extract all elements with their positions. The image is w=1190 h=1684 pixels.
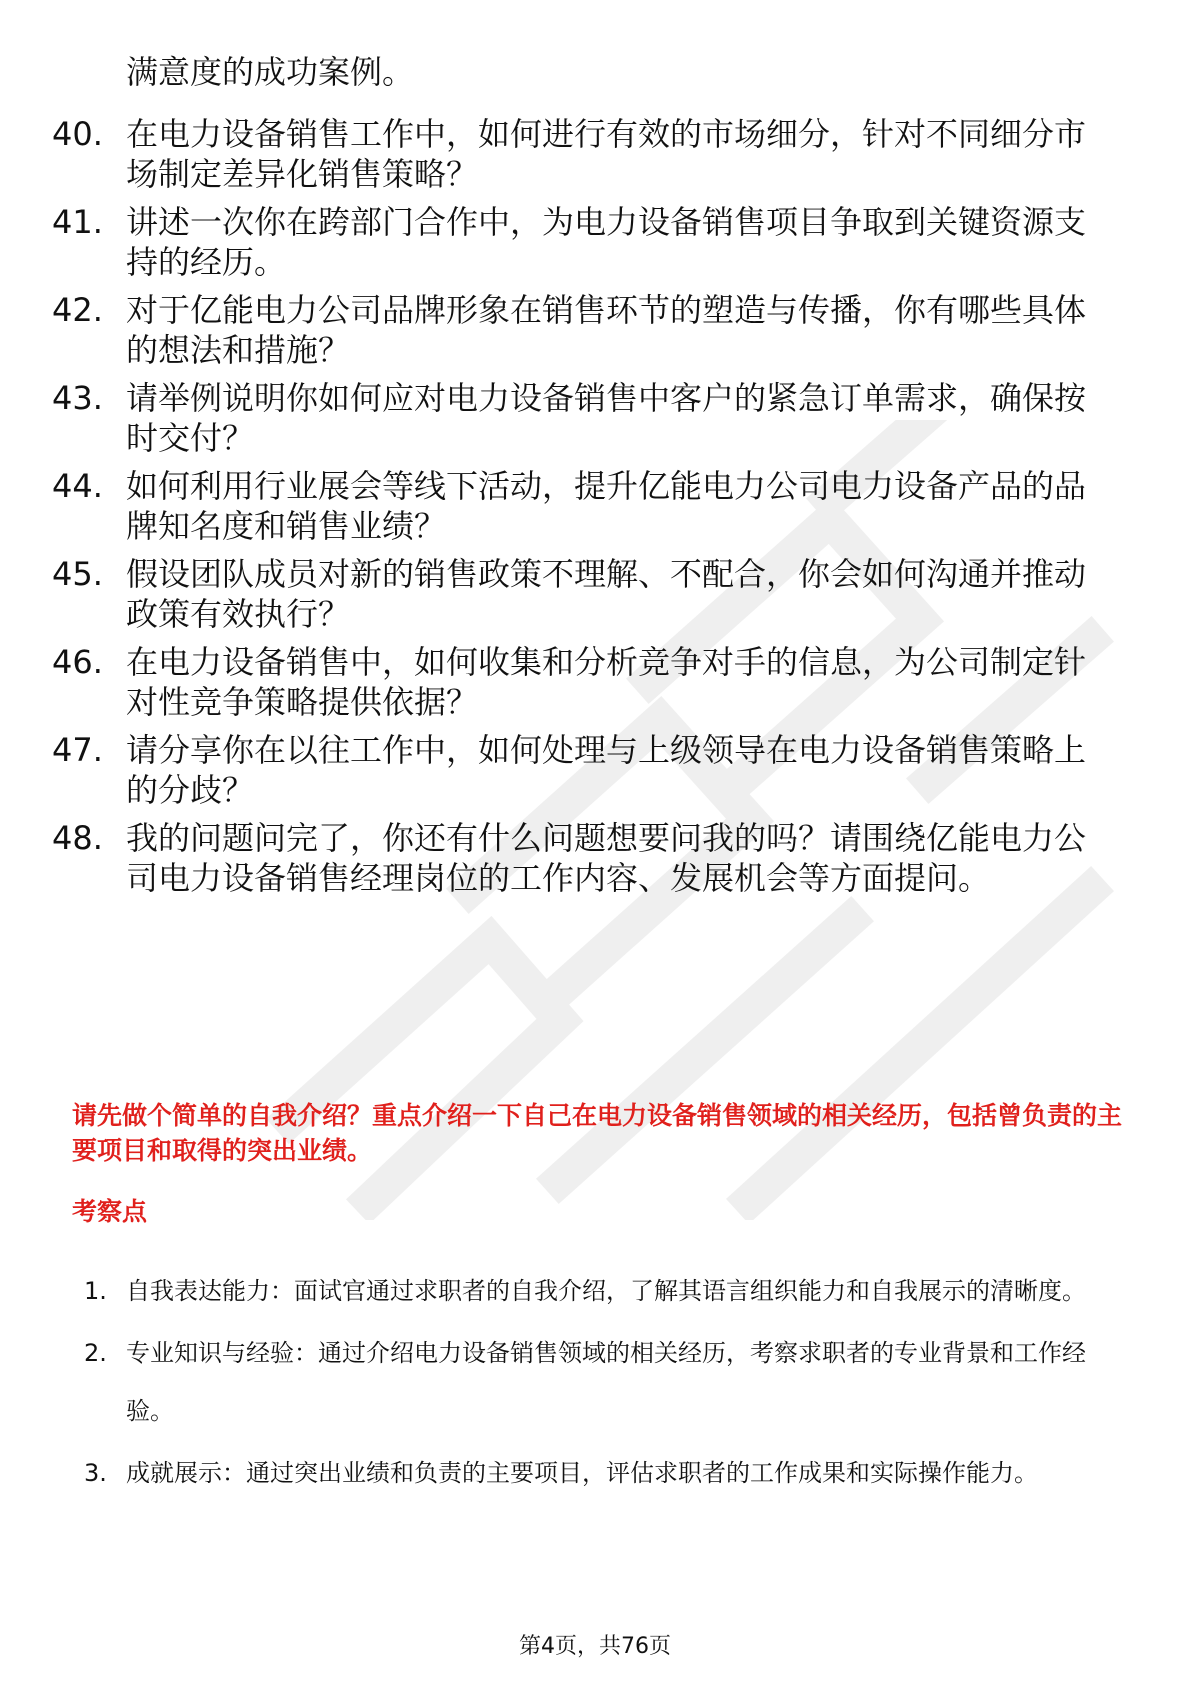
item-number: 1. xyxy=(84,1277,107,1305)
item-text: 如何利用行业展会等线下活动，提升亿能电力公司电力设备产品的品牌知名度和销售业绩？ xyxy=(126,467,1087,545)
section-title: 考察点 xyxy=(72,1197,148,1226)
list-item xyxy=(52,466,1112,546)
list-item xyxy=(84,1262,1124,1320)
item-text: 请分享你在以往工作中，如何处理与上级领导在电力设备销售策略上的分歧？ xyxy=(126,731,1087,809)
item-number: 47. xyxy=(52,731,103,769)
item-text: 请举例说明你如何应对电力设备销售中客户的紧急订单需求，确保按时交付？ xyxy=(126,379,1087,457)
list-item xyxy=(84,1324,1124,1440)
assessment-points-list xyxy=(84,1262,1124,1506)
list-item xyxy=(52,554,1112,634)
question-list xyxy=(52,114,1112,906)
item-number: 43. xyxy=(52,379,103,417)
item-number: 44. xyxy=(52,467,103,505)
item-text: 假设团队成员对新的销售政策不理解、不配合，你会如何沟通并推动政策有效执行？ xyxy=(126,555,1087,633)
list-item xyxy=(84,1444,1124,1502)
highlighted-question: 请先做个简单的自我介绍？重点介绍一下自己在电力设备销售领域的相关经历，包括曾负责的主要项目和取得的突出业绩。 xyxy=(72,1101,1123,1165)
item-text: 专业知识与经验：通过介绍电力设备销售领域的相关经历，考察求职者的专业背景和工作经验。 xyxy=(126,1339,1086,1425)
item-text: 讲述一次你在跨部门合作中，为电力设备销售项目争取到关键资源支持的经历。 xyxy=(126,203,1087,281)
item-number: 45. xyxy=(52,555,103,593)
item-text: 在电力设备销售工作中，如何进行有效的市场细分，针对不同细分市场制定差异化销售策略？ xyxy=(126,115,1087,193)
item-text: 成就展示：通过突出业绩和负责的主要项目，评估求职者的工作成果和实际操作能力。 xyxy=(126,1459,1038,1487)
carry-over-text: 满意度的成功案例。 xyxy=(126,53,415,91)
list-item xyxy=(52,642,1112,722)
item-number: 41. xyxy=(52,203,103,241)
item-number: 48. xyxy=(52,819,103,857)
item-number: 3. xyxy=(84,1459,107,1487)
item-number: 40. xyxy=(52,115,103,153)
list-item xyxy=(52,730,1112,810)
item-text: 自我表达能力：面试官通过求职者的自我介绍，了解其语言组织能力和自我展示的清晰度。 xyxy=(126,1277,1086,1305)
list-item xyxy=(52,378,1112,458)
item-number: 42. xyxy=(52,291,103,329)
item-text: 对于亿能电力公司品牌形象在销售环节的塑造与传播，你有哪些具体的想法和措施？ xyxy=(126,291,1087,369)
item-number: 2. xyxy=(84,1339,107,1367)
item-text: 在电力设备销售中，如何收集和分析竞争对手的信息，为公司制定针对性竞争策略提供依据？ xyxy=(126,643,1087,721)
list-item xyxy=(52,818,1112,898)
item-number: 46. xyxy=(52,643,103,681)
list-item xyxy=(52,290,1112,370)
item-text: 我的问题问完了，你还有什么问题想要问我的吗？请围绕亿能电力公司电力设备销售经理岗位的工作内容、发展机会等方面提问。 xyxy=(126,819,1087,897)
list-item xyxy=(52,202,1112,282)
list-item xyxy=(52,114,1112,194)
page-footer: 第4页，共76页 xyxy=(519,1634,671,1659)
